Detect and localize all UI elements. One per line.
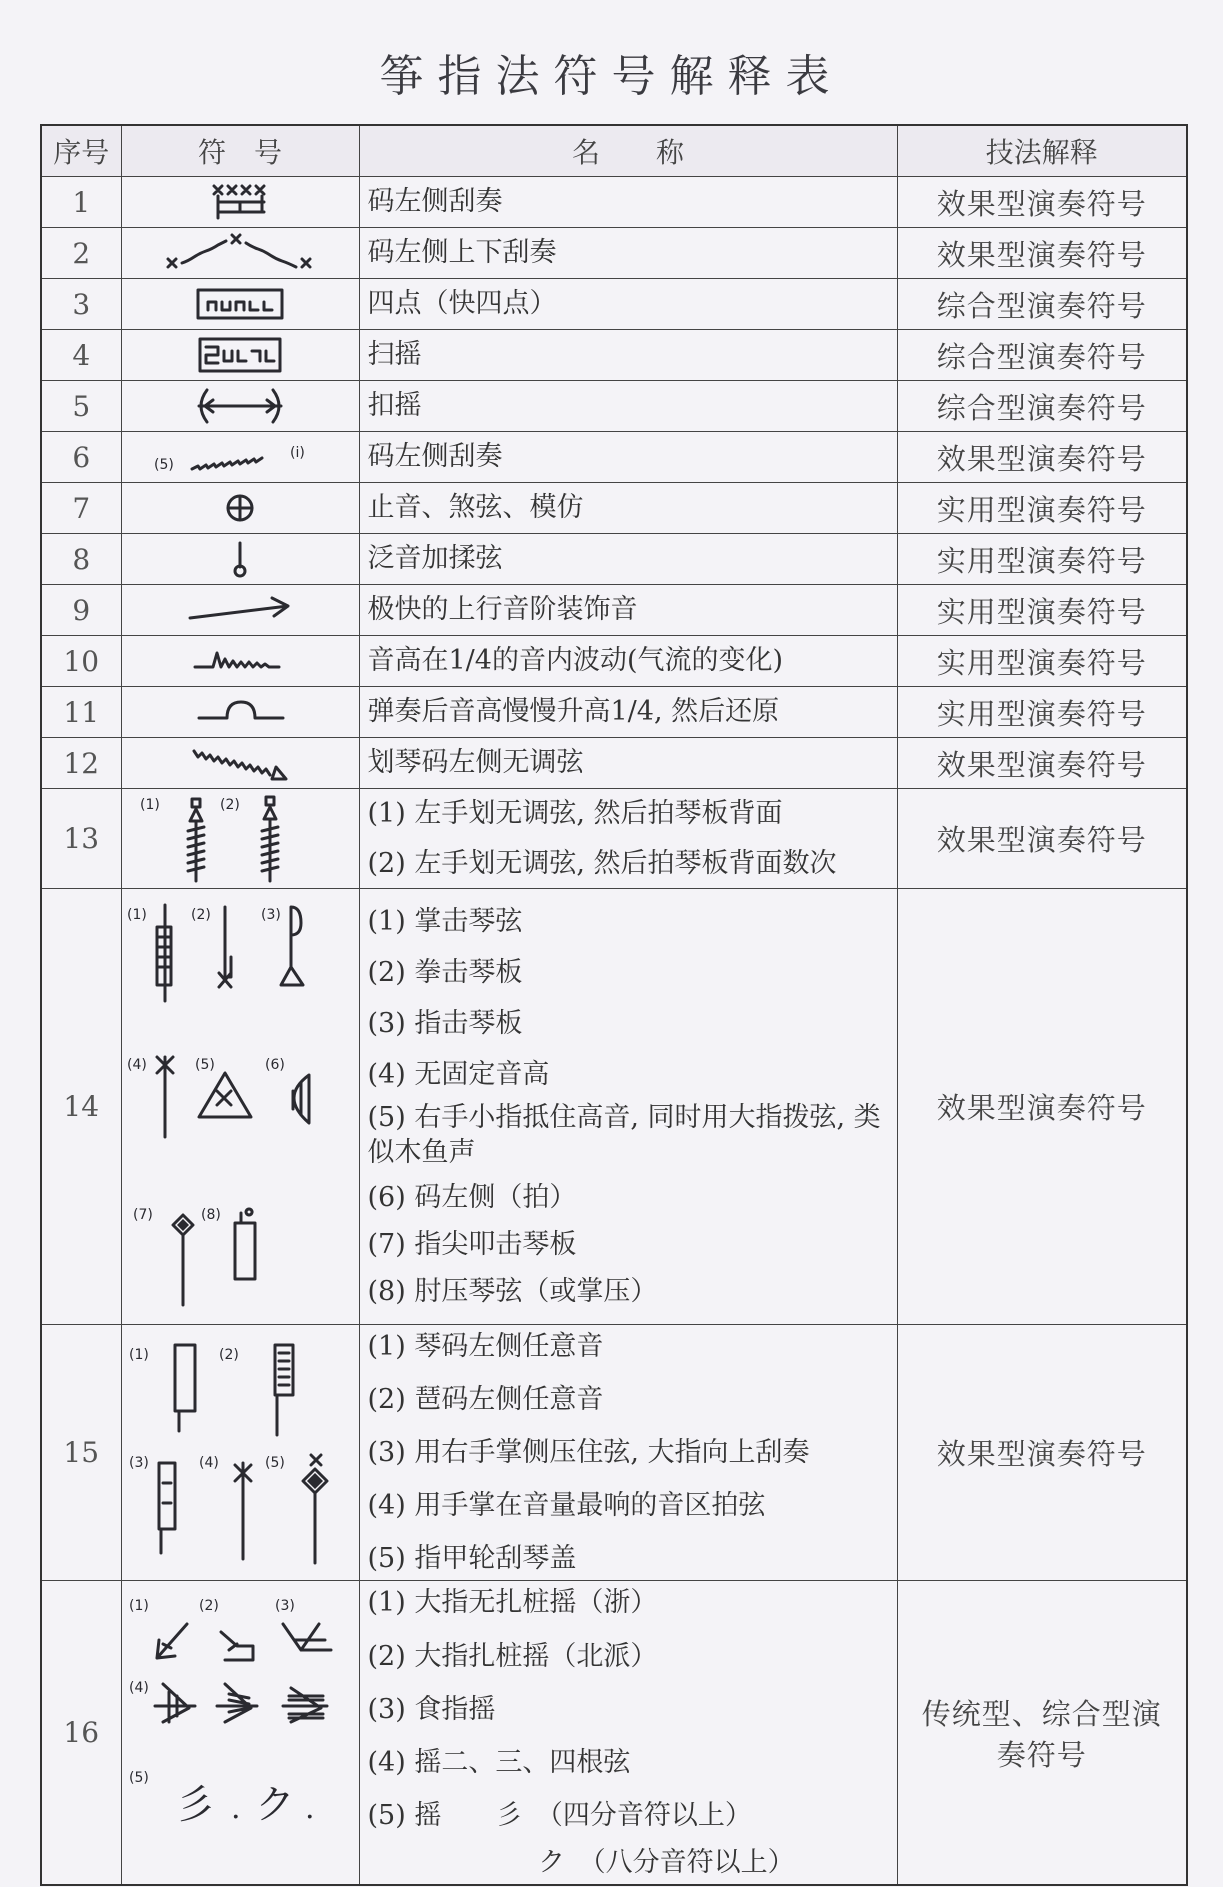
symbol-label: (7) <box>133 1206 153 1223</box>
row-number: 16 <box>41 1581 121 1885</box>
row-subitem: (3) 用右手掌侧压住弦, 大指向上刮奏 <box>367 1437 810 1469</box>
table-row <box>41 330 1187 381</box>
zigzag-triangle-icon <box>121 738 359 789</box>
row-number: 2 <box>41 228 121 279</box>
row-subitem: (7) 指尖叩击琴板 <box>367 1229 577 1261</box>
sweep-tremolo-icon <box>121 330 359 381</box>
symbol-label: (i) <box>290 445 305 461</box>
row-technique: 效果型演奏符号 <box>897 432 1187 483</box>
row-name: 码左侧刮奏 <box>359 432 897 483</box>
row-name: 扫摇 <box>359 330 897 381</box>
row-name: 泛音加揉弦 <box>359 534 897 585</box>
symbol-label: (4) <box>199 1454 219 1471</box>
table-row <box>41 177 1187 228</box>
table-row <box>41 279 1187 330</box>
wavy-line-icon <box>121 636 359 687</box>
symbol-label: (1) <box>129 1597 149 1614</box>
row-subitem: (2) 拳击琴板 <box>367 956 523 988</box>
row-subitem: (4) 无固定音高 <box>367 1058 550 1090</box>
row-technique: 效果型演奏符号 <box>897 177 1187 228</box>
four-points-icon <box>121 279 359 330</box>
row-subitem: ク （八分音符以上） <box>367 1846 795 1878</box>
table-row <box>41 687 1187 738</box>
bridge-left-glide-icon <box>121 432 359 483</box>
row-name <box>359 1325 897 1581</box>
row-name: 四点（快四点） <box>359 279 897 330</box>
table-row <box>41 1581 1187 1885</box>
table-row <box>41 585 1187 636</box>
bridge-left-updown-scrape-icon <box>121 228 359 279</box>
symbol-label: (1) <box>129 1346 149 1363</box>
row-number: 4 <box>41 330 121 381</box>
row-name: 划琴码左侧无调弦 <box>359 738 897 789</box>
row-name: 弹奏后音高慢慢升高1/4, 然后还原 <box>359 687 897 738</box>
row-technique: 实用型演奏符号 <box>897 636 1187 687</box>
random-tone-icon <box>121 1325 359 1581</box>
row-number: 6 <box>41 432 121 483</box>
row-technique: 综合型演奏符号 <box>897 330 1187 381</box>
symbol-glyph: 彡 <box>175 1781 215 1828</box>
symbol-glyph: ク <box>255 1781 295 1828</box>
row-subitem: (1) 琴码左侧任意音 <box>367 1331 604 1362</box>
glissando-stem-icon <box>121 789 359 889</box>
table-row <box>41 889 1187 1325</box>
symbol-label: (5) <box>129 1769 149 1786</box>
row-technique: 实用型演奏符号 <box>897 483 1187 534</box>
row-number: 11 <box>41 687 121 738</box>
row-number: 9 <box>41 585 121 636</box>
row-number: 5 <box>41 381 121 432</box>
row-subitem: (2) 大指扎桩摇（北派） <box>367 1640 658 1672</box>
symbol-label: (2) <box>199 1597 219 1614</box>
row-name <box>359 789 897 889</box>
row-subitem: (1) 大指无扎桩摇（浙） <box>367 1587 658 1619</box>
row-name: 极快的上行音阶装饰音 <box>359 585 897 636</box>
row-number: 15 <box>41 1325 121 1581</box>
row-subitem: (4) 摇二、三、四根弦 <box>367 1746 631 1778</box>
percussion-icon <box>121 889 359 1325</box>
row-name: 码左侧刮奏 <box>359 177 897 228</box>
symbol-label: (1) <box>127 906 147 923</box>
row-number: 7 <box>41 483 121 534</box>
row-subitem: (8) 肘压琴弦（或掌压） <box>367 1276 658 1308</box>
bridge-left-scrape-icon <box>121 177 359 228</box>
row-number: 3 <box>41 279 121 330</box>
table-row <box>41 228 1187 279</box>
symbol-label: (4) <box>129 1679 149 1696</box>
row-name <box>359 1581 897 1885</box>
tremolo-icon <box>121 1581 359 1885</box>
svg-text:.: . <box>231 1790 241 1826</box>
header-no: 序号 <box>41 125 121 177</box>
pluck-tremolo-icon <box>121 381 359 432</box>
row-number: 12 <box>41 738 121 789</box>
header-technique: 技法解释 <box>897 125 1187 177</box>
row-number: 1 <box>41 177 121 228</box>
row-subitem: (6) 码左侧（拍） <box>367 1182 577 1214</box>
row-technique: 效果型演奏符号 <box>897 889 1187 1325</box>
symbol-label: (4) <box>127 1056 147 1073</box>
table-row <box>41 636 1187 687</box>
table-row <box>41 483 1187 534</box>
row-name: 音高在1/4的音内波动(气流的变化) <box>359 636 897 687</box>
row-technique: 实用型演奏符号 <box>897 534 1187 585</box>
row-technique: 实用型演奏符号 <box>897 687 1187 738</box>
row-name: 止音、煞弦、模仿 <box>359 483 897 534</box>
row-number: 14 <box>41 889 121 1325</box>
row-technique: 效果型演奏符号 <box>897 738 1187 789</box>
row-subitem: (1) 掌击琴弦 <box>367 905 523 937</box>
row-technique: 综合型演奏符号 <box>897 381 1187 432</box>
row-subitem: (2) 琶码左侧任意音 <box>367 1384 604 1416</box>
page-title: 筝指法符号解释表 <box>379 51 844 102</box>
symbol-label: (3) <box>261 906 281 923</box>
row-name: 扣摇 <box>359 381 897 432</box>
row-technique: 传统型、综合型演奏符号 <box>897 1581 1187 1885</box>
row-subitem: (3) 食指摇 <box>367 1693 496 1725</box>
row-technique: 效果型演奏符号 <box>897 1325 1187 1581</box>
table-row <box>41 738 1187 789</box>
row-technique: 效果型演奏符号 <box>897 228 1187 279</box>
row-subitem: (5) 右手小指抵住高音, 同时用大指拨弦, 类似木鱼声 <box>367 1101 881 1169</box>
circled-plus-icon <box>121 483 359 534</box>
symbol-table <box>40 124 1188 1886</box>
table-row <box>41 789 1187 889</box>
table-row <box>41 432 1187 483</box>
svg-text:.: . <box>305 1790 315 1826</box>
symbol-label: (8) <box>201 1206 221 1223</box>
row-technique: 综合型演奏符号 <box>897 279 1187 330</box>
table-row <box>41 1325 1187 1581</box>
row-subitem: (5) 指甲轮刮琴盖 <box>367 1543 577 1575</box>
row-subitem: (3) 指击琴板 <box>367 1007 523 1039</box>
symbol-label: (2) <box>191 906 211 923</box>
table-row <box>41 381 1187 432</box>
symbol-label: (3) <box>275 1597 295 1614</box>
row-subitem: (4) 用手掌在音量最响的音区拍弦 <box>367 1490 766 1522</box>
row-subitem: (1) 左手划无调弦, 然后拍琴板背面 <box>367 798 783 830</box>
row-number: 10 <box>41 636 121 687</box>
symbol-label: (5) <box>195 1056 215 1073</box>
symbol-label: (5) <box>265 1454 285 1471</box>
row-name <box>359 889 897 1325</box>
row-technique: 实用型演奏符号 <box>897 585 1187 636</box>
row-technique: 效果型演奏符号 <box>897 789 1187 889</box>
symbol-label: (2) <box>219 1346 239 1363</box>
row-number: 13 <box>41 789 121 889</box>
symbol-label: (3) <box>129 1454 149 1471</box>
table-row <box>41 534 1187 585</box>
bend-arc-icon <box>121 687 359 738</box>
harmonic-vibrato-icon <box>121 534 359 585</box>
symbol-label: (5) <box>154 457 174 473</box>
symbol-label: (1) <box>140 796 160 813</box>
arrow-right-icon <box>121 585 359 636</box>
row-subitem: (5) 摇 彡 （四分音符以上） <box>367 1799 752 1831</box>
header-name: 名 称 <box>359 125 897 177</box>
symbol-label: (2) <box>220 796 240 813</box>
row-name: 码左侧上下刮奏 <box>359 228 897 279</box>
row-subitem: (2) 左手划无调弦, 然后拍琴板背面数次 <box>367 847 837 879</box>
header-symbol: 符 号 <box>121 125 359 177</box>
row-number: 8 <box>41 534 121 585</box>
symbol-label: (6) <box>265 1056 285 1073</box>
